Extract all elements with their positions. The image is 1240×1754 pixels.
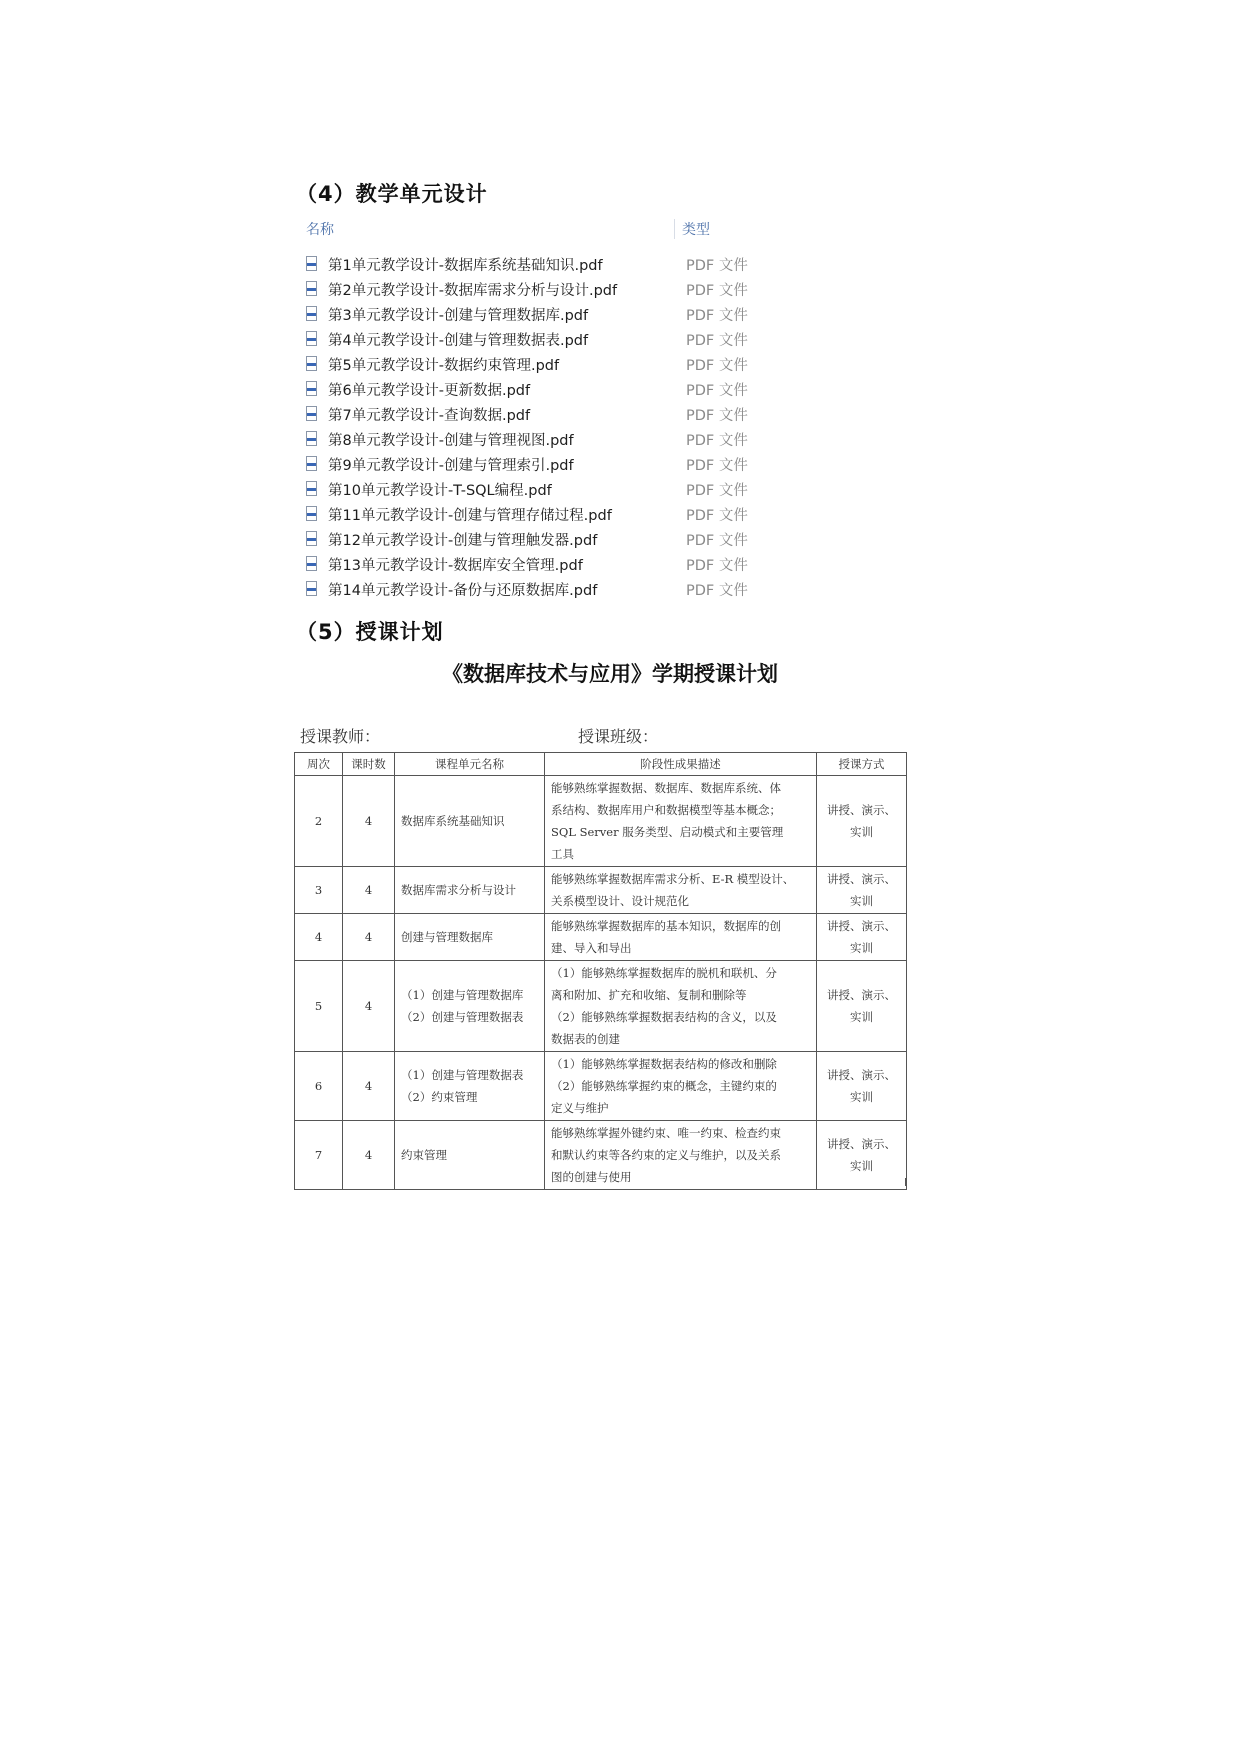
header-hours: 课时数 (343, 753, 395, 776)
method-cell (817, 961, 907, 1052)
outcome-cell-line: 图的创建与使用 (551, 1170, 632, 1184)
outcome-cell (545, 961, 817, 1052)
file-list-item[interactable] (306, 303, 786, 328)
method-cell-line: 讲授、演示、 (827, 803, 896, 817)
method-cell-line: 实训 (850, 941, 873, 955)
table-header-row (295, 753, 907, 776)
file-list-item[interactable] (306, 253, 786, 278)
method-cell-line: 讲授、演示、 (827, 919, 896, 933)
outcome-cell-line: 离和附加、扩充和收缩、复制和删除等 (551, 988, 747, 1002)
file-list-item[interactable] (306, 478, 786, 503)
table-continuation-rule (294, 1178, 906, 1186)
file-type: PDF 文件 (686, 483, 748, 499)
outcome-cell-line: 和默认约束等各约束的定义与维护，以及关系 (551, 1148, 781, 1162)
file-list-header (302, 217, 752, 243)
outcome-cell-line: 系结构、数据库用户和数据模型等基本概念； (551, 803, 781, 817)
file-list-item[interactable] (306, 278, 786, 303)
pdf-file-icon (306, 581, 317, 596)
file-list-item[interactable] (306, 428, 786, 453)
outcome-cell-line: 能够熟练掌握数据库的基本知识，数据库的创 (551, 919, 781, 933)
file-type: PDF 文件 (686, 258, 748, 274)
pdf-file-icon (306, 556, 317, 571)
unit-name-cell-line: 数据库需求分析与设计 (401, 883, 516, 897)
unit-name-cell-line: （1）创建与管理数据库 (401, 988, 524, 1002)
unit-name-cell-line: 约束管理 (401, 1148, 447, 1162)
file-type: PDF 文件 (686, 358, 748, 374)
file-name: 第7单元教学设计-查询数据.pdf (328, 408, 531, 424)
file-type: PDF 文件 (686, 458, 748, 474)
method-cell-line: 讲授、演示、 (827, 1137, 896, 1151)
pdf-file-icon (306, 406, 317, 421)
file-list (306, 253, 786, 603)
column-separator[interactable] (674, 219, 675, 239)
hours-cell: 4 (343, 914, 395, 961)
file-name: 第1单元教学设计-数据库系统基础知识.pdf (328, 258, 603, 274)
file-list-item[interactable] (306, 453, 786, 478)
method-cell-line: 实训 (850, 825, 873, 839)
file-name: 第11单元教学设计-创建与管理存储过程.pdf (328, 508, 612, 524)
hours-cell: 4 (343, 867, 395, 914)
week-cell: 4 (295, 914, 343, 961)
method-cell-line: 实训 (850, 1010, 873, 1024)
header-outcome: 阶段性成果描述 (545, 753, 817, 776)
table-row (295, 1052, 907, 1121)
pdf-file-icon (306, 531, 317, 546)
type-column-header[interactable]: 类型 (682, 222, 710, 238)
unit-name-cell-line: （2）约束管理 (401, 1090, 478, 1104)
file-type: PDF 文件 (686, 508, 748, 524)
file-name: 第4单元教学设计-创建与管理数据表.pdf (328, 333, 589, 349)
file-list-item[interactable] (306, 378, 786, 403)
hours-cell: 4 (343, 1052, 395, 1121)
outcome-cell-line: （2）能够熟练掌握数据表结构的含义，以及 (551, 1010, 777, 1024)
file-list-item[interactable] (306, 578, 786, 603)
file-name: 第3单元教学设计-创建与管理数据库.pdf (328, 308, 589, 324)
method-cell (817, 776, 907, 867)
pdf-file-icon (306, 431, 317, 446)
pdf-file-icon (306, 281, 317, 296)
hours-cell: 4 (343, 961, 395, 1052)
file-type: PDF 文件 (686, 333, 748, 349)
unit-name-cell-line: 创建与管理数据库 (401, 930, 493, 944)
method-cell (817, 867, 907, 914)
week-cell: 6 (295, 1052, 343, 1121)
name-column-header[interactable]: 名称 (306, 222, 334, 238)
file-name: 第12单元教学设计-创建与管理触发器.pdf (328, 533, 598, 549)
file-list-item[interactable] (306, 328, 786, 353)
week-cell: 7 (295, 1121, 343, 1190)
file-type: PDF 文件 (686, 383, 748, 399)
outcome-cell (545, 776, 817, 867)
outcome-cell (545, 1052, 817, 1121)
outcome-cell-line: 能够熟练掌握数据库需求分析、E-R 模型设计、 (551, 872, 795, 886)
header-method: 授课方式 (817, 753, 907, 776)
pdf-file-icon (306, 306, 317, 321)
file-name: 第2单元教学设计-数据库需求分析与设计.pdf (328, 283, 618, 299)
method-cell-line: 实训 (850, 894, 873, 908)
file-type: PDF 文件 (686, 583, 748, 599)
table-row (295, 867, 907, 914)
outcome-cell-line: （1）能够熟练掌握数据表结构的修改和删除 (551, 1057, 777, 1071)
teacher-label: 授课教师： (300, 727, 381, 746)
method-cell-line: 讲授、演示、 (827, 1068, 896, 1082)
method-cell-line: 实训 (850, 1159, 873, 1173)
outcome-cell-line: 定义与维护 (551, 1101, 609, 1115)
table-row (295, 961, 907, 1052)
plan-title: 《数据库技术与应用》学期授课计划 (442, 661, 778, 686)
section-heading-teaching-plan: （5）授课计划 (296, 620, 444, 644)
teaching-plan-table (294, 752, 907, 1190)
unit-name-cell-line: （1）创建与管理数据表 (401, 1068, 524, 1082)
outcome-cell (545, 914, 817, 961)
pdf-file-icon (306, 506, 317, 521)
header-week: 周次 (295, 753, 343, 776)
file-type: PDF 文件 (686, 533, 748, 549)
file-type: PDF 文件 (686, 283, 748, 299)
outcome-cell-line: 数据表的创建 (551, 1032, 620, 1046)
file-type: PDF 文件 (686, 308, 748, 324)
file-list-item[interactable] (306, 503, 786, 528)
file-name: 第14单元教学设计-备份与还原数据库.pdf (328, 583, 598, 599)
file-name: 第8单元教学设计-创建与管理视图.pdf (328, 433, 574, 449)
pdf-file-icon (306, 381, 317, 396)
pdf-file-icon (306, 256, 317, 271)
outcome-cell-line: 能够熟练掌握数据、数据库、数据库系统、体 (551, 781, 781, 795)
pdf-file-icon (306, 356, 317, 371)
section-heading-unit-design: （4）教学单元设计 (296, 182, 488, 206)
week-cell: 3 (295, 867, 343, 914)
table-body (295, 776, 907, 1190)
outcome-cell-line: （1）能够熟练掌握数据库的脱机和联机、分 (551, 966, 777, 980)
method-cell-line: 讲授、演示、 (827, 872, 896, 886)
unit-name-cell-line: （2）创建与管理数据表 (401, 1010, 524, 1024)
hours-cell: 4 (343, 776, 395, 867)
unit-name-cell (395, 914, 545, 961)
pdf-file-icon (306, 481, 317, 496)
method-cell (817, 1052, 907, 1121)
outcome-cell-line: 工具 (551, 847, 574, 861)
outcome-cell-line: 能够熟练掌握外键约束、唯一约束、检查约束 (551, 1126, 781, 1140)
unit-name-cell (395, 867, 545, 914)
class-label: 授课班级： (578, 727, 659, 746)
unit-name-cell (395, 1052, 545, 1121)
file-list-item[interactable] (306, 403, 786, 428)
method-cell-line: 讲授、演示、 (827, 988, 896, 1002)
outcome-cell-line: 建、导入和导出 (551, 941, 632, 955)
pdf-file-icon (306, 331, 317, 346)
file-type: PDF 文件 (686, 558, 748, 574)
file-type: PDF 文件 (686, 408, 748, 424)
unit-name-cell (395, 961, 545, 1052)
unit-name-cell-line: 数据库系统基础知识 (401, 814, 505, 828)
outcome-cell-line: SQL Server 服务类型、启动模式和主要管理 (551, 825, 784, 839)
file-list-item[interactable] (306, 353, 786, 378)
table-row (295, 776, 907, 867)
hours-cell: 4 (343, 1121, 395, 1190)
week-cell: 5 (295, 961, 343, 1052)
week-cell: 2 (295, 776, 343, 867)
method-cell-line: 实训 (850, 1090, 873, 1104)
pdf-file-icon (306, 456, 317, 471)
method-cell (817, 914, 907, 961)
file-name: 第9单元教学设计-创建与管理索引.pdf (328, 458, 574, 474)
file-name: 第10单元教学设计-T-SQL编程.pdf (328, 483, 552, 499)
file-name: 第5单元教学设计-数据约束管理.pdf (328, 358, 560, 374)
file-type: PDF 文件 (686, 433, 748, 449)
outcome-cell (545, 867, 817, 914)
file-name: 第13单元教学设计-数据库安全管理.pdf (328, 558, 583, 574)
file-list-item[interactable] (306, 528, 786, 553)
table-row (295, 914, 907, 961)
unit-name-cell (395, 776, 545, 867)
file-list-item[interactable] (306, 553, 786, 578)
outcome-cell-line: 关系模型设计、设计规范化 (551, 894, 689, 908)
header-unit-name: 课程单元名称 (395, 753, 545, 776)
file-name: 第6单元教学设计-更新数据.pdf (328, 383, 531, 399)
outcome-cell-line: （2）能够熟练掌握约束的概念，主键约束的 (551, 1079, 777, 1093)
